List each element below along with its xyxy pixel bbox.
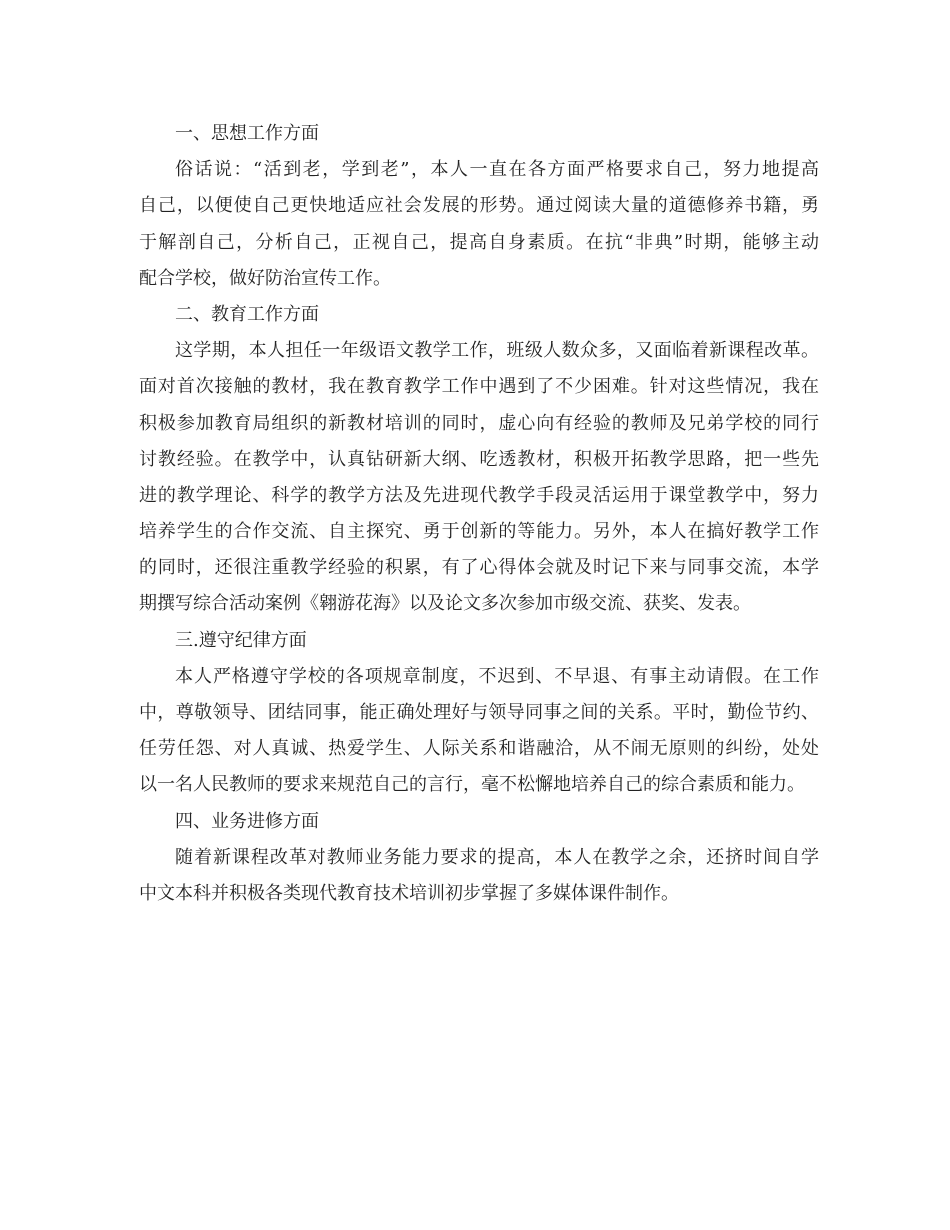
- paragraph-line: 讨教经验。在教学中，认真钻研新大纲、吃透教材，积极开拓教学思路，把一些先: [139, 448, 819, 470]
- document-body: [139, 116, 819, 912]
- paragraph-line: 任劳任怨、对人真诚、热爱学生、人际关系和谐融洽，从不闹无原则的纠纷，处处: [139, 738, 819, 760]
- section-heading: 四、业务进修方面: [175, 810, 319, 832]
- paragraph-line: 俗话说：“活到老，学到老”，本人一直在各方面严格要求自己，努力地提高: [175, 159, 819, 181]
- paragraph-line: 培养学生的合作交流、自主探究、勇于创新的等能力。另外，本人在搞好教学工作: [139, 521, 819, 543]
- section-heading: 二、教育工作方面: [175, 303, 319, 325]
- paragraph-line: 于解剖自己，分析自己，正视自己，提高自身素质。在抗“非典”时期，能够主动: [139, 231, 819, 253]
- section-heading: 一、思想工作方面: [175, 123, 319, 144]
- paragraph-line: 中文本科并积极各类现代教育技术培训初步掌握了多媒体课件制作。: [139, 882, 679, 904]
- paragraph-line: 面对首次接触的教材，我在教育教学工作中遇到了不少困难。针对这些情况，我在: [139, 376, 819, 398]
- paragraph-line: 本人严格遵守学校的各项规章制度，不迟到、不早退、有事主动请假。在工作: [175, 665, 819, 687]
- paragraph-line: 随着新课程改革对教师业务能力要求的提高，本人在教学之余，还挤时间自学: [175, 846, 819, 868]
- paragraph-line: 自己，以便使自己更快地适应社会发展的形势。通过阅读大量的道德修养书籍，勇: [139, 195, 819, 217]
- paragraph-line: 期撰写综合活动案例《翱游花海》以及论文多次参加市级交流、获奖、发表。: [139, 593, 751, 615]
- section-heading: 三.遵守纪律方面: [175, 629, 307, 651]
- paragraph-line: 配合学校，做好防治宣传工作。: [139, 267, 391, 289]
- paragraph-line: 进的教学理论、科学的教学方法及先进现代教学手段灵活运用于课堂教学中，努力: [139, 484, 819, 506]
- paragraph-line: 以一名人民教师的要求来规范自己的言行，毫不松懈地培养自己的综合素质和能力。: [139, 774, 805, 796]
- paragraph-line: 这学期，本人担任一年级语文教学工作，班级人数众多，又面临着新课程改革。: [175, 340, 819, 362]
- paragraph-line: 积极参加教育局组织的新教材培训的同时，虚心向有经验的教师及兄弟学校的同行: [139, 412, 819, 434]
- paragraph-line: 的同时，还很注重教学经验的积累，有了心得体会就及时记下来与同事交流，本学: [139, 557, 819, 579]
- paragraph-line: 中，尊敬领导、团结同事，能正确处理好与领导同事之间的关系。平时，勤俭节约、: [139, 702, 819, 723]
